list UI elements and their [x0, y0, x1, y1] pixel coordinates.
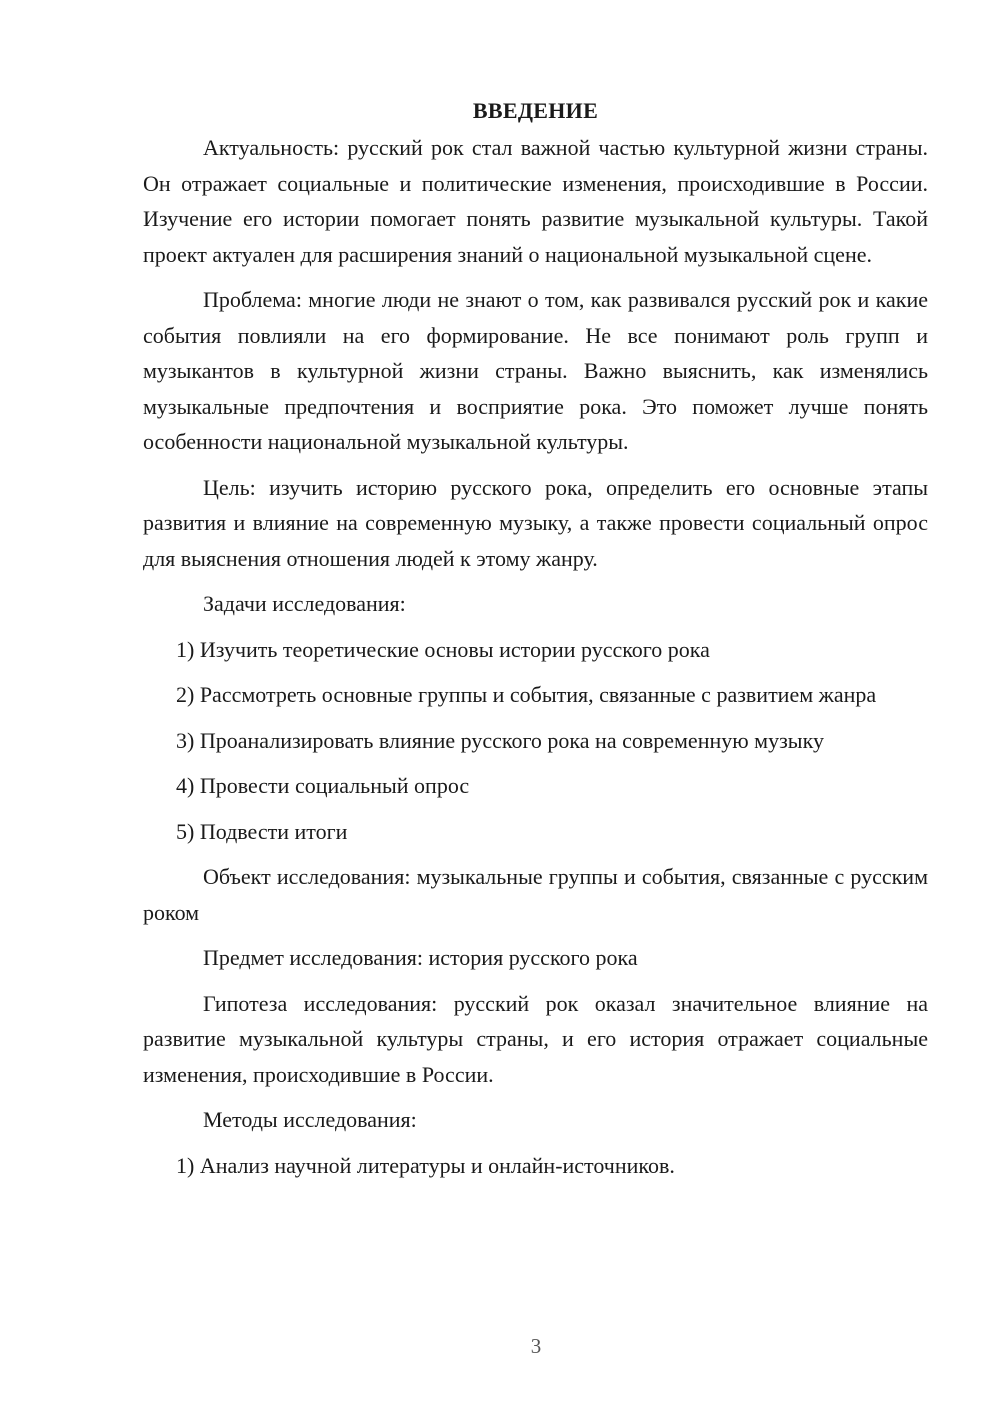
- problem-paragraph: Проблема: многие люди не знают о том, как развивался русский рок и какие события повлияли на его формирование. Не все понимают роль групп и музыкантов в культурной жизни страны. Важно выяснить, как изменялись музыкальные предпочтения и восприятие рока. Это поможет лучше понять особенности национальной музыкальной культуры.: [143, 287, 928, 454]
- list-item: 2) Рассмотреть основные группы и события, связанные с развитием жанра: [176, 682, 877, 707]
- tasks-list: [143, 632, 928, 850]
- methods-list: [143, 1148, 928, 1184]
- list-item: 5) Подвести итоги: [176, 818, 348, 844]
- page-number: 3: [530, 1334, 542, 1358]
- document-body: [143, 95, 928, 1193]
- list-item: 4) Провести социальный опрос: [176, 773, 470, 798]
- hypothesis-paragraph: Гипотеза исследования: русский рок оказал значительное влияние на развитие музыкальной культуры страны, и его история отражает социальные изменения, происходившие в России.: [143, 990, 928, 1087]
- methods-heading: Методы исследования:: [203, 1107, 417, 1132]
- tasks-heading: Задачи исследования:: [203, 591, 406, 616]
- goal-paragraph: Цель: изучить историю русского рока, определить его основные этапы развития и влияние на современную музыку, а также провести социальный опрос для выяснения отношения людей к этому жанру.: [143, 474, 928, 571]
- object-paragraph: Объект исследования: музыкальные группы и события, связанные с русским роком: [143, 864, 928, 925]
- subject-paragraph: Предмет исследования: история русского рока: [203, 945, 638, 970]
- list-item: 3) Проанализировать влияние русского рока на современную музыку: [176, 727, 824, 753]
- relevance-paragraph: Актуальность: русский рок стал важной частью культурной жизни страны. Он отражает социальные и политические изменения, происходившие в России. Изучение его истории помогает понять развитие музыкальной культуры. Такой проект актуален для расширения знаний о национальной музыкальной сцене.: [143, 135, 928, 267]
- list-item: 1) Анализ научной литературы и онлайн-источников.: [176, 1152, 675, 1178]
- list-item: 1) Изучить теоретические основы истории русского рока: [176, 636, 710, 662]
- section-title: ВВЕДЕНИЕ: [472, 98, 599, 123]
